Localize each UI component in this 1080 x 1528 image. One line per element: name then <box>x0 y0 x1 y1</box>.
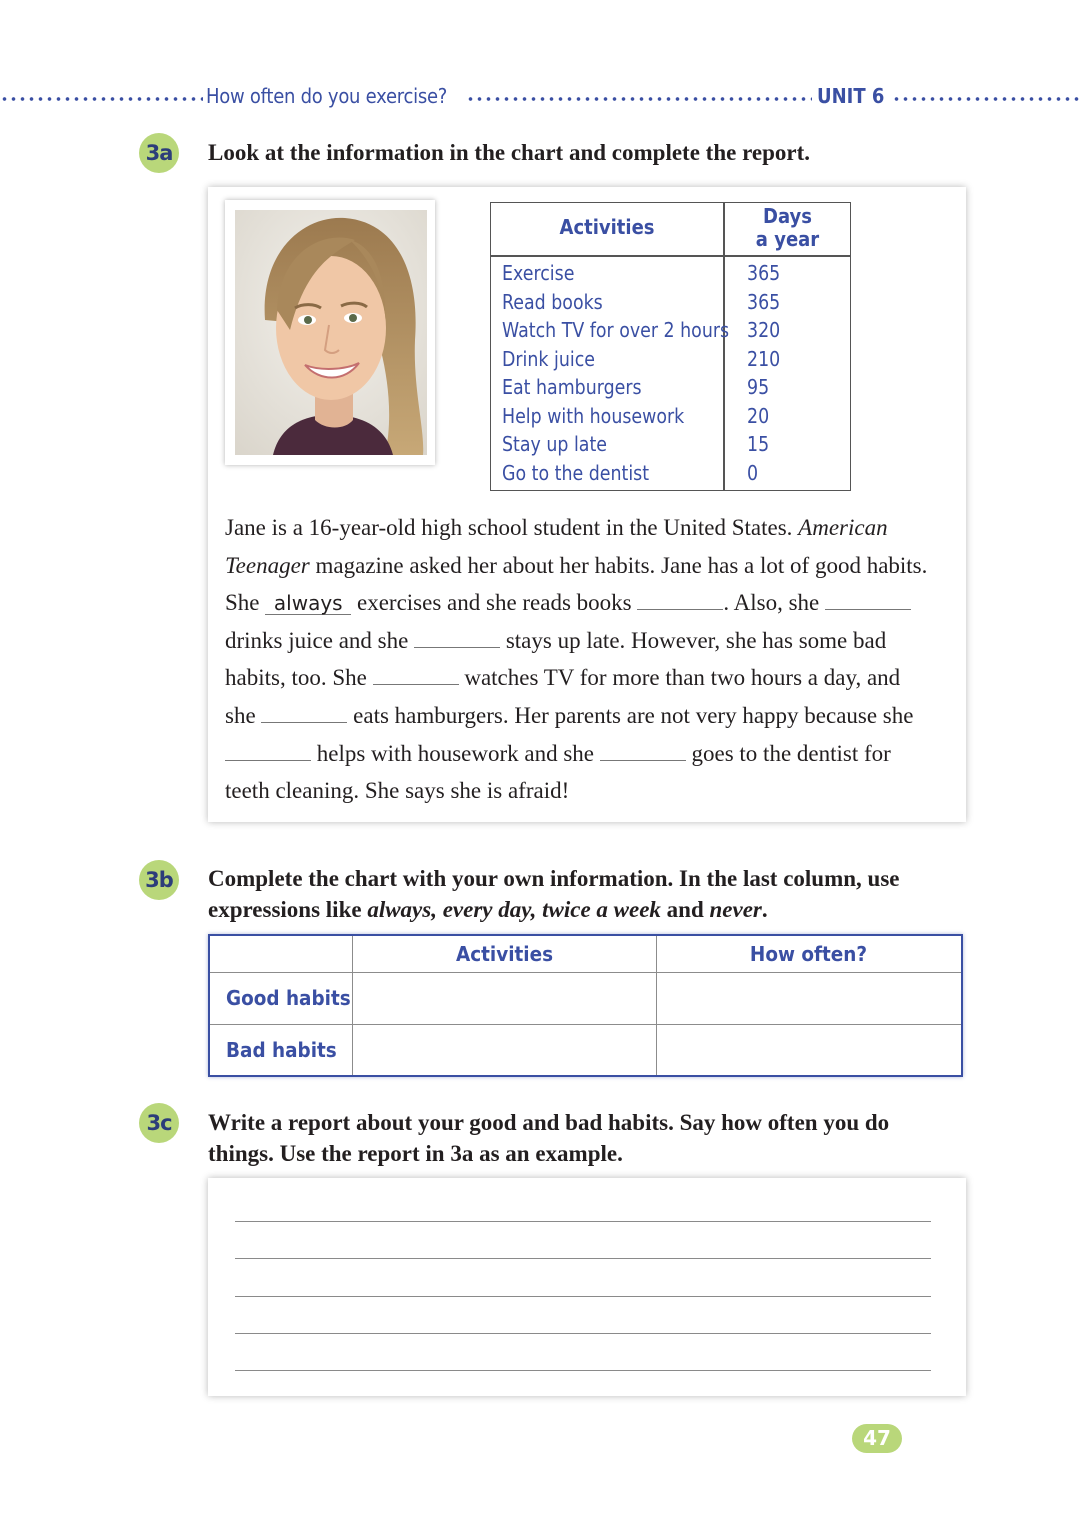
answer-blank[interactable] <box>225 739 311 761</box>
header-dotted-rule-right <box>892 97 1080 101</box>
section-3b-instruction-line1: Complete the chart with your own information. In the last column, use <box>208 866 900 891</box>
answer-blank[interactable] <box>261 701 347 723</box>
instruction-text: . <box>761 897 768 922</box>
writing-line[interactable] <box>235 1221 931 1222</box>
report-line <box>225 622 955 660</box>
table-header-activities: Activities <box>455 942 554 966</box>
activity-cell: Watch TV for over 2 hours <box>502 318 730 342</box>
activities-days-table <box>490 202 851 491</box>
table-header-days-line1: Days <box>763 204 812 228</box>
report-text: Jane is a 16-year-old high school student in the United States. <box>225 515 799 540</box>
report-text: stays up late. However, she has some bad <box>500 627 887 653</box>
report-text: drinks juice and she <box>225 627 415 653</box>
section-3b-badge: 3b <box>139 860 179 900</box>
section-3c-instruction-line1: Write a report about your good and bad habits. Say how often you do <box>208 1110 890 1135</box>
report-italic-text: Teenager <box>225 552 310 578</box>
table-header-days-a-year <box>731 205 844 251</box>
activity-cell: Read books <box>502 289 603 314</box>
answer-blank[interactable] <box>414 626 500 648</box>
days-cell: 15 <box>747 432 770 456</box>
report-paragraph <box>225 509 955 810</box>
report-text: exercises and she reads books <box>351 590 638 616</box>
writing-line[interactable] <box>235 1258 931 1259</box>
header-lesson-title: How often do you exercise? <box>206 84 448 108</box>
bad-habits-how-often-cell[interactable] <box>657 1025 960 1074</box>
table-row <box>491 374 850 403</box>
row-label-bad-habits: Bad habits <box>226 1038 337 1062</box>
table-row <box>491 289 850 318</box>
table-body <box>491 260 850 488</box>
answer-blank[interactable] <box>637 588 723 610</box>
report-line <box>225 509 955 547</box>
answer-blank[interactable] <box>825 588 911 610</box>
days-cell: 320 <box>747 318 781 342</box>
report-text: goes to the dentist for <box>685 740 891 766</box>
report-text: watches TV for more than two hours a day, and <box>458 665 901 691</box>
instruction-italic-text: never <box>709 897 762 922</box>
report-text: eats hamburgers. Her parents are not very happy because she <box>347 702 914 728</box>
section-3c-instruction <box>208 1107 889 1169</box>
jane-photo-frame <box>225 200 435 465</box>
table-header-days-line2: a year <box>755 227 820 251</box>
bad-habits-activities-cell[interactable] <box>353 1025 656 1074</box>
report-line <box>225 584 955 622</box>
report-text: magazine asked her about her habits. Jane has a lot of good habits. <box>309 552 928 578</box>
activity-cell: Stay up late <box>502 432 607 456</box>
table-row <box>491 431 850 460</box>
answer-blank[interactable] <box>600 739 686 761</box>
table-header-divider <box>491 255 850 257</box>
page-number: 47 <box>852 1424 902 1453</box>
section-3b-instruction-line2 <box>208 894 899 925</box>
days-cell: 365 <box>747 261 781 285</box>
activity-cell: Drink juice <box>502 346 595 371</box>
table-row <box>491 403 850 432</box>
report-line <box>225 547 955 585</box>
section-3a-badge: 3a <box>139 133 179 173</box>
activity-cell: Eat hamburgers <box>502 375 642 399</box>
answer-blank[interactable] <box>373 663 459 685</box>
good-habits-activities-cell[interactable] <box>353 973 656 1024</box>
section-3a-instruction: Look at the information in the chart and complete the report. <box>208 140 810 165</box>
report-text: . Also, she <box>723 590 825 616</box>
row-label-good-habits: Good habits <box>226 986 351 1010</box>
table-row <box>491 460 850 489</box>
table-header-how-often: How often? <box>749 942 868 966</box>
jane-photo <box>235 210 427 455</box>
header-dotted-rule-left <box>0 97 203 101</box>
writing-line[interactable] <box>235 1296 931 1297</box>
report-line: teeth cleaning. She says she is afraid! <box>225 778 570 804</box>
header-unit-label: UNIT 6 <box>817 84 885 108</box>
instruction-italic-text: always, every day, twice a week <box>367 897 661 922</box>
report-line <box>225 735 955 773</box>
header-dotted-rule-middle <box>466 97 812 101</box>
answer-blank-example: always <box>265 592 351 615</box>
section-3c-instruction-line2: things. Use the report in 3a as an example. <box>208 1141 623 1166</box>
table-row <box>491 317 850 346</box>
writing-panel[interactable] <box>208 1178 966 1396</box>
page-header <box>0 84 1080 112</box>
table-row <box>491 260 850 289</box>
report-line <box>225 697 955 735</box>
table-header-activities: Activities <box>559 215 655 239</box>
report-italic-text: American <box>798 515 888 540</box>
days-cell: 95 <box>747 375 770 399</box>
report-text: She <box>225 590 266 616</box>
portrait-illustration <box>235 210 427 455</box>
good-habits-how-often-cell[interactable] <box>657 973 960 1024</box>
table-row <box>491 346 850 375</box>
report-line <box>225 659 955 697</box>
report-text: she <box>225 702 262 728</box>
section-3b-instruction <box>208 863 899 925</box>
activity-cell: Go to the dentist <box>502 460 650 485</box>
activity-cell: Help with housework <box>502 403 685 428</box>
section-3c-badge: 3c <box>139 1103 179 1143</box>
instruction-text: expressions like <box>208 897 368 922</box>
days-cell: 210 <box>747 346 781 371</box>
writing-line[interactable] <box>235 1333 931 1334</box>
writing-line[interactable] <box>235 1370 931 1371</box>
instruction-text: and <box>660 897 710 922</box>
report-text: helps with housework and she <box>311 740 600 766</box>
days-cell: 0 <box>747 460 759 485</box>
days-cell: 20 <box>747 403 770 428</box>
days-cell: 365 <box>747 289 781 314</box>
habits-chart-table <box>208 934 963 1077</box>
report-text: habits, too. She <box>225 665 373 691</box>
activity-cell: Exercise <box>502 261 575 285</box>
